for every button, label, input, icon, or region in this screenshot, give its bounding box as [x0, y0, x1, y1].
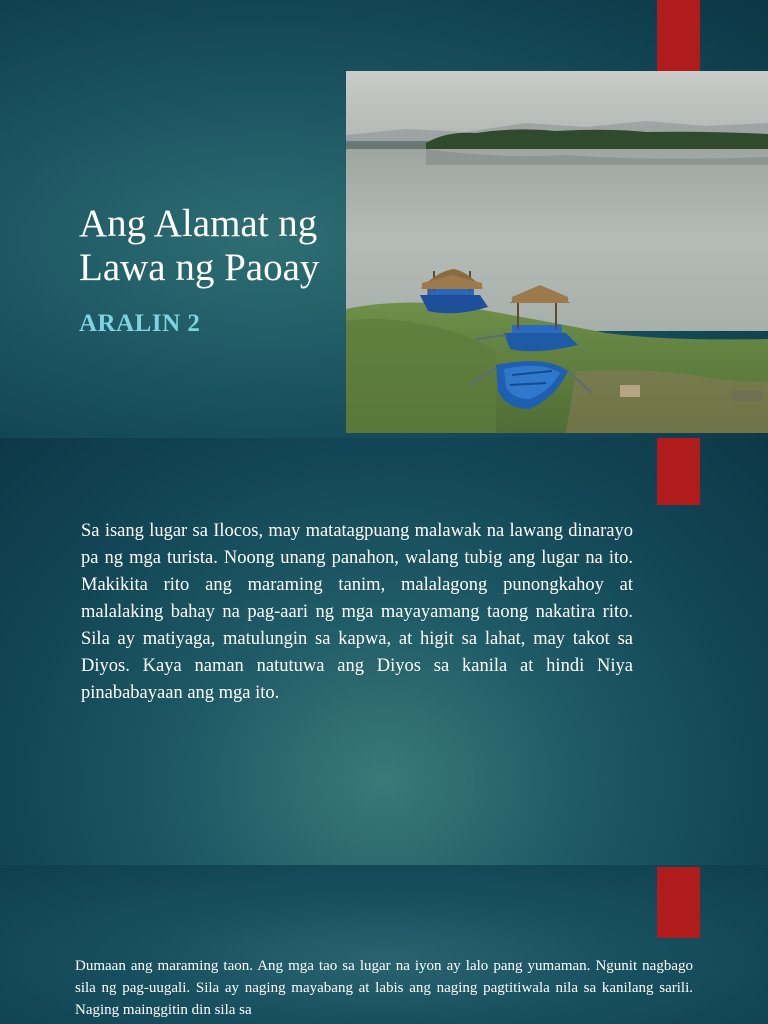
- accent-bar-bottom: [657, 867, 700, 938]
- story-paragraph-2: Dumaan ang maraming taon. Ang mga tao sa lugar na iyon ay lalo pang yumaman. Ngunit nagbago sila ng pag-uugali. Sila ay naging mayabang at labis ang naging pagtitiwala nila sa kanilang sarili. Naging mainggitin din sila sa: [75, 958, 693, 1018]
- story-paragraph-1: Sa isang lugar sa Ilocos, may matatagpuang malawak na lawang dinarayo pa ng mga turista. Noong unang panahon, walang tubig ang lugar na ito. Makikita rito ang maraming tanim, malalagong punongkahoy at malalaking bahay na pag-aari ng mga mayayamang taong nakatira rito. Sila ay matiyaga, matulungin sa kapwa, at higit sa lahat, may takot sa Diyos. Kaya naman natutuwa ang Diyos sa kanila at hindi Niya pinababayaan ang mga ito.: [81, 521, 633, 703]
- slide-2: [0, 438, 768, 865]
- accent-bar-middle: [657, 438, 700, 505]
- title-line-2: Lawa ng Paoay: [79, 246, 320, 289]
- slide-subtitle: ARALIN 2: [79, 310, 201, 337]
- slide-3: [0, 865, 768, 1024]
- slide-1: [0, 0, 768, 438]
- lake-photo: [346, 71, 768, 433]
- title-line-1: Ang Alamat ng: [79, 202, 318, 245]
- accent-bar-top: [657, 0, 700, 71]
- slide-title: [79, 202, 349, 290]
